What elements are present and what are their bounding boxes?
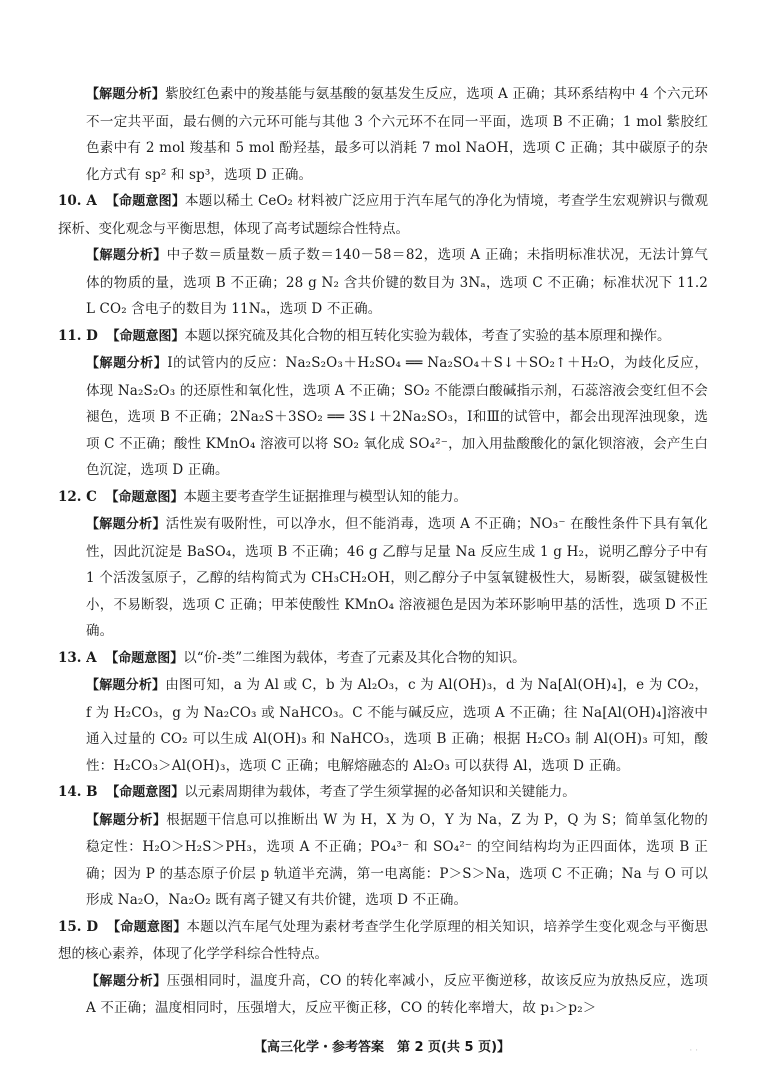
analysis-text: Ⅰ的试管内的反应：Na₂S₂O₃＋H₂SO₄ ══ Na₂SO₄＋S↓＋SO₂↑＋H₂O，为歧化反应，体现 Na₂S₂O₃ 的还原性和氧化性，选项 A 不正确；SO₂ 不能漂白酸碱指示剂，石蕊溶液会变红但不会褪色，选项 B 不正确；2Na₂S＋3SO₂ ══ 3S↓＋2Na₂SO₃，Ⅰ和Ⅲ的试管中，都会出现浑浊现象，选项 C 不正确；酸性 KMnO₄ 溶液可以将 SO₂ 氧化成 SO₄²⁻，加入用盐酸酸化的氯化钡溶液，会产生白色沉淀，选项 D 正确。 [86,355,708,478]
question-14-intent [58,779,708,807]
question-number: 11. D [58,327,98,344]
analysis-tag: 【解题分析】 [86,678,166,693]
question-11-intent [58,323,708,351]
intent-text: 以“价-类”二维图为载体，考查了元素及其化合物的知识。 [183,649,526,666]
analysis-text: 压强相同时，温度升高，CO 的转化率减小，反应平衡逆移，故该反应为放热反应，选项 A 不正确；温度相同时，压强增大，反应平衡正移，CO 的转化率增大，故 p₁＞p₂＞ [86,972,708,1016]
paragraph-analysis-10 [86,242,708,323]
intent-tag: 【命题意图】 [105,650,184,666]
question-15-intent [58,914,708,968]
paragraph-analysis-9 [86,81,708,188]
intent-text: 本题以稀土 CeO₂ 材料被广泛应用于汽车尾气的净化为情境，考查学生宏观辨识与微观探析、变化观念与平衡思想，体现了高考试题综合性特点。 [58,193,708,237]
intent-tag: 【命题意图】 [106,785,185,800]
question-number: 13. A [58,649,97,666]
analysis-tag: 【解题分析】 [86,517,166,532]
page-footer: 【高三化学・参考答案 第 2 页(共 5 页)】 [253,1040,511,1055]
paragraph-analysis-13 [86,672,708,779]
question-number: 14. B [58,784,98,800]
paragraph-analysis-15 [86,968,708,1022]
analysis-tag: 【解题分析】 [86,87,166,102]
intent-tag: 【命题意图】 [107,919,187,935]
question-number: 10. A [58,193,97,209]
scan-dots: · · [689,1046,698,1056]
intent-text: 本题主要考查学生证据推理与模型认知的能力。 [183,488,468,505]
question-number: 12. C [58,488,97,505]
question-12-intent [58,484,708,512]
paragraph-analysis-11 [86,350,708,484]
analysis-tag: 【解题分析】 [86,356,168,371]
analysis-text: 活性炭有吸附性，可以净水，但不能消毒，选项 A 不正确；NO₃⁻ 在酸性条件下具有氧化性，因此沉淀是 BaSO₄，选项 B 不正确；46 g 乙醇与足量 Na 反应生成 1 g H₂，说明乙醇分子中有 1 个活泼氢原子，乙醇的结构简式为 CH₃CH₂OH，则乙醇分子中氢氧键极性大，易断裂，碳氢键极性小，不易断裂，选项 C 正确；甲苯使酸性 KMnO₄ 溶液褪色是因为苯环影响甲基的活性，选项 D 不正确。 [86,516,708,639]
paragraph-analysis-12 [86,511,708,645]
question-number: 15. D [58,918,99,935]
analysis-text: 中子数＝质量数－质子数＝140－58＝82，选项 A 正确；未指明标准状况，无法计算气体的物质的量，选项 B 不正确；28 g N₂ 含共价键的数目为 3Nₐ，选项 C 不正确；标准状况下 11.2 L CO₂ 含电子的数目为 11Nₐ，选项 D 不正确。 [86,247,709,317]
page-body [58,81,709,1022]
paragraph-analysis-14 [86,807,708,914]
analysis-tag: 【解题分析】 [86,248,167,263]
analysis-text: 紫胶红色素中的羧基能与氨基酸的氨基发生反应，选项 A 正确；其环系结构中 4 个六元环不一定共平面，最右侧的六元环可能与其他 3 个六元环不在同一平面，选项 B 不正确；1 mol 紫胶红色素中有 2 mol 羧基和 5 mol 酚羟基，最多可以消耗 7 mol NaOH，选项 C 正确；其中碳原子的杂化方式有 sp² 和 sp³，选项 D 正确。 [86,86,709,183]
intent-text: 本题以探究硫及其化合物的相互转化实验为载体，考查了实验的基本原理和操作。 [184,327,671,344]
question-13-intent [58,645,708,673]
intent-tag: 【命题意图】 [105,194,186,209]
analysis-tag: 【解题分析】 [86,973,167,989]
intent-tag: 【命题意图】 [105,489,184,505]
analysis-text: 由图可知，a 为 Al 或 C，b 为 Al₂O₃，c 为 Al(OH)₃，d 为 Na[Al(OH)₄]，e 为 CO₂，f 为 H₂CO₃，g 为 Na₂CO₃ 或 NaHCO₃。C 不能与碱反应，选项 A 不正确；往 Na[Al(OH)₄]溶液中通入过量的 CO₂ 可以生成 Al(OH)₃ 和 NaHCO₃，选项 B 正确；根据 H₂CO₃ 制 Al(OH)₃ 可知，酸性：H₂CO₃＞Al(OH)₃，选项 C 正确；电解熔融态的 Al₂O₃ 可以获得 Al，选项 D 正确。 [86,677,708,774]
analysis-text: 根据题干信息可以推断出 W 为 H，X 为 O，Y 为 Na，Z 为 P，Q 为 S；简单氢化物的稳定性：H₂O＞H₂S＞PH₃，选项 A 不正确；PO₄³⁻ 和 SO₄²⁻ 的空间结构均为正四面体，选项 B 正确；因为 P 的基态原子价层 p 轨道半充满，第一电离能：P＞S＞Na，选项 C 不正确；Na 与 O 可以形成 Na₂O，Na₂O₂ 既有离子键又有共价键，选项 D 不正确。 [86,811,708,908]
intent-text: 本题以汽车尾气处理为素材考查学生化学原理的相关知识，培养学生变化观念与平衡思想的核心素养，体现了化学学科综合性特点。 [58,918,708,962]
intent-tag: 【命题意图】 [106,328,185,344]
question-10-intent [58,188,708,242]
intent-text: 以元素周期律为载体，考查了学生须掌握的必备知识和关键能力。 [184,784,576,800]
analysis-tag: 【解题分析】 [86,812,167,828]
